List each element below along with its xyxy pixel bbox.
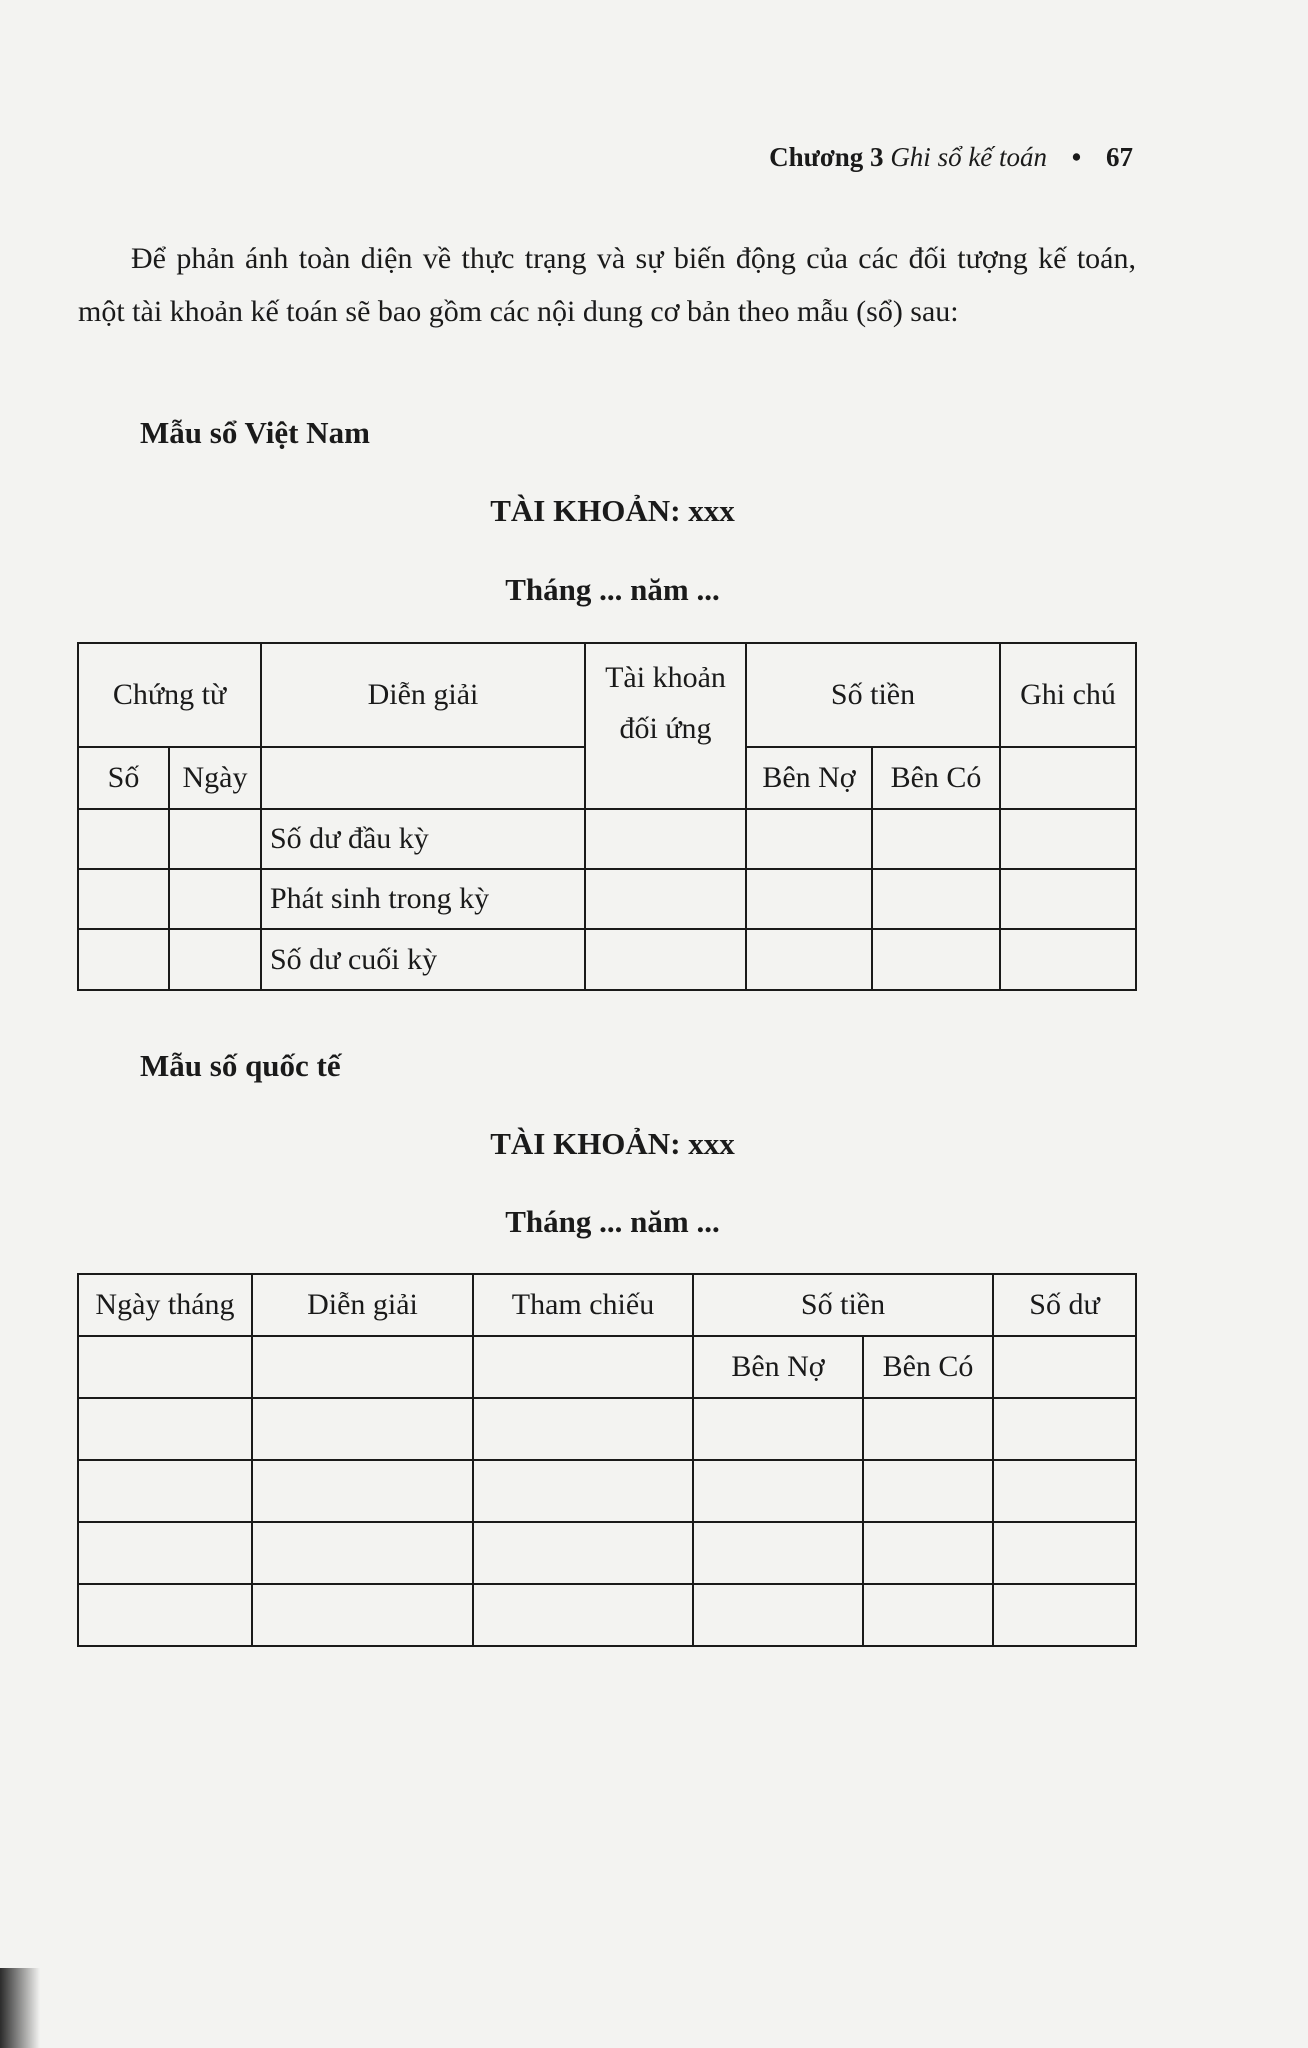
empty-cell (261, 747, 585, 809)
empty-cell (863, 1584, 993, 1646)
empty-cell (169, 809, 261, 869)
empty-cell (78, 869, 169, 929)
empty-cell (78, 1398, 252, 1460)
table-row (78, 809, 1136, 869)
col-amount: Số tiền (746, 643, 1000, 747)
empty-cell (169, 929, 261, 990)
empty-cell (1000, 809, 1136, 869)
empty-cell (693, 1522, 863, 1584)
empty-cell (78, 1584, 252, 1646)
vn-account-title: TÀI KHOẢN: xxx (490, 493, 735, 528)
intl-account-title: TÀI KHOẢN: xxx (490, 1126, 735, 1161)
empty-cell (872, 929, 1000, 990)
running-header (769, 142, 1133, 173)
empty-cell (693, 1460, 863, 1522)
col-voucher: Chứng từ (78, 643, 261, 747)
empty-cell (585, 809, 746, 869)
col-note: Ghi chú (1000, 643, 1136, 747)
empty-cell (252, 1460, 473, 1522)
vn-period: Tháng ... năm ... (505, 572, 720, 607)
empty-cell (993, 1460, 1136, 1522)
empty-cell (872, 809, 1000, 869)
empty-cell (746, 929, 872, 990)
table-row (78, 929, 1136, 990)
empty-cell (863, 1460, 993, 1522)
col-debit: Bên Nợ (693, 1336, 863, 1398)
table-header-row (78, 1274, 1136, 1336)
empty-cell (473, 1398, 693, 1460)
scan-edge-shadow (0, 1968, 40, 2048)
empty-cell (252, 1522, 473, 1584)
empty-cell (693, 1398, 863, 1460)
col-balance: Số dư (993, 1274, 1136, 1336)
col-credit: Bên Có (872, 747, 1000, 809)
table-header-row (78, 643, 1136, 747)
col-contra-account: Tài khoản đối ứng (585, 643, 746, 809)
empty-cell (585, 929, 746, 990)
empty-cell (252, 1398, 473, 1460)
empty-cell (78, 1336, 252, 1398)
empty-cell (746, 809, 872, 869)
intro-text: Để phản ánh toàn diện về thực trạng và sự biến động của các đối tượng kế toán, một tài khoản kế toán sẽ bao gồm các nội dung cơ bản theo mẫu (sổ) sau: (78, 242, 1136, 328)
col-date: Ngày tháng (78, 1274, 252, 1336)
table-row (78, 869, 1136, 929)
col-reference: Tham chiếu (473, 1274, 693, 1336)
row-label: Phát sinh trong kỳ (261, 869, 585, 929)
col-date: Ngày (169, 747, 261, 809)
col-number: Số (78, 747, 169, 809)
empty-cell (693, 1584, 863, 1646)
col-description: Diễn giải (261, 643, 585, 747)
empty-cell (78, 1460, 252, 1522)
col-description: Diễn giải (252, 1274, 473, 1336)
row-label: Số dư đầu kỳ (261, 809, 585, 869)
intl-ledger-table (77, 1273, 1137, 1647)
row-label: Số dư cuối kỳ (261, 929, 585, 990)
empty-cell (252, 1336, 473, 1398)
empty-cell (78, 809, 169, 869)
empty-cell (863, 1398, 993, 1460)
table-row (78, 1584, 1136, 1646)
chapter-label: Chương 3 (769, 142, 884, 172)
empty-cell (473, 1522, 693, 1584)
header-separator: • (1071, 142, 1082, 172)
vn-form-heading: Mẫu sổ Việt Nam (140, 415, 370, 450)
empty-cell (1000, 747, 1136, 809)
empty-cell (993, 1398, 1136, 1460)
empty-cell (993, 1522, 1136, 1584)
empty-cell (863, 1522, 993, 1584)
page-number: 67 (1106, 142, 1133, 172)
empty-cell (746, 869, 872, 929)
empty-cell (473, 1460, 693, 1522)
empty-cell (993, 1584, 1136, 1646)
col-amount: Số tiền (693, 1274, 993, 1336)
empty-cell (1000, 929, 1136, 990)
col-debit: Bên Nợ (746, 747, 872, 809)
vn-ledger-table (77, 642, 1137, 991)
chapter-title: Ghi sổ kế toán (890, 142, 1048, 172)
table-row (78, 1398, 1136, 1460)
empty-cell (78, 929, 169, 990)
table-subheader-row (78, 1336, 1136, 1398)
table-row (78, 1522, 1136, 1584)
intro-paragraph (78, 232, 1136, 338)
table-row (78, 1460, 1136, 1522)
empty-cell (78, 1522, 252, 1584)
empty-cell (473, 1584, 693, 1646)
empty-cell (993, 1336, 1136, 1398)
empty-cell (169, 869, 261, 929)
empty-cell (252, 1584, 473, 1646)
empty-cell (473, 1336, 693, 1398)
intl-form-heading: Mẫu số quốc tế (140, 1048, 341, 1083)
empty-cell (585, 869, 746, 929)
empty-cell (1000, 869, 1136, 929)
intl-period: Tháng ... năm ... (505, 1204, 720, 1239)
col-credit: Bên Có (863, 1336, 993, 1398)
empty-cell (872, 869, 1000, 929)
